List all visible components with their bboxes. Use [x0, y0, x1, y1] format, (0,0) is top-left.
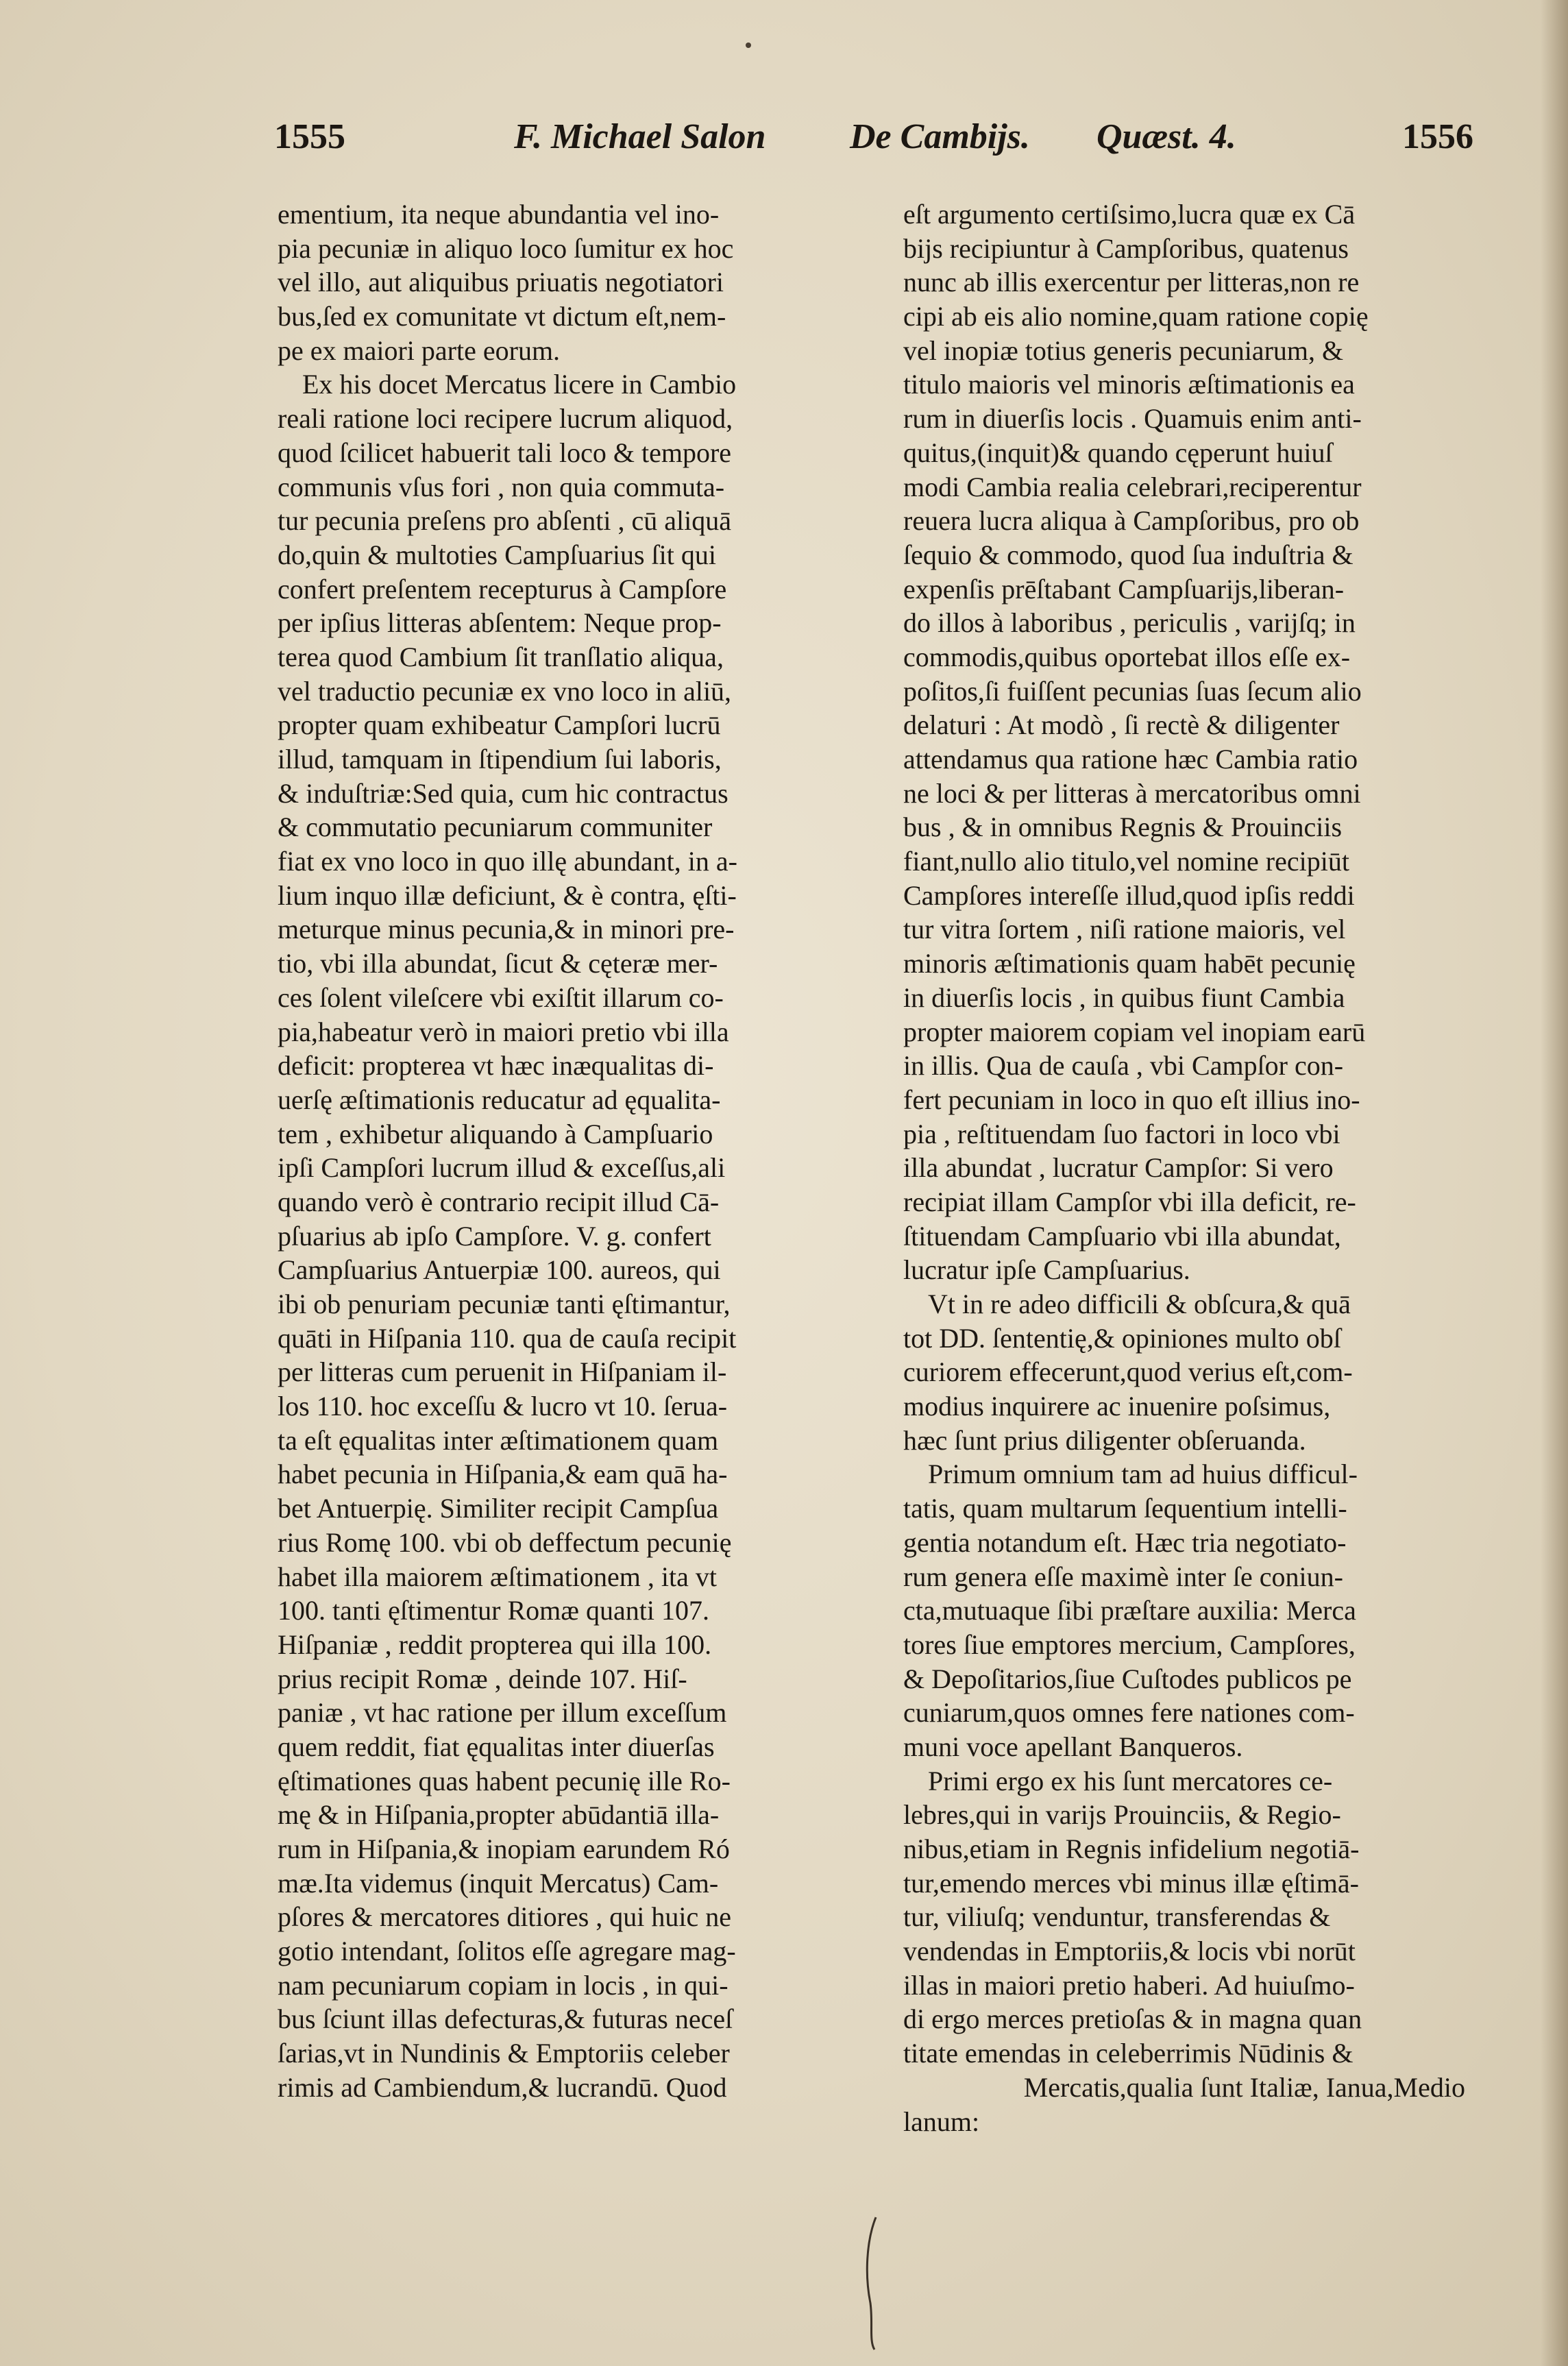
text-line: ces ſolent vileſcere vbi exiſtit illarum co- — [278, 981, 724, 1013]
text-line: ſtituendam Campſuario vbi illa abundat, — [903, 1220, 1341, 1252]
text-line: tores ſiue emptores mercium, Campſores, — [903, 1629, 1356, 1660]
text-line: modius inquirere ac inuenire poſsimus, — [903, 1391, 1331, 1422]
text-line: & induſtriæ:Sed quia, cum hic contractus — [278, 777, 728, 809]
text-line: Hiſpaniæ , reddit propterea qui illa 100. — [278, 1629, 712, 1660]
text-line: uerſę æſtimationis reducatur ad ęqualita- — [278, 1084, 721, 1115]
text-line: in illis. Qua de cauſa , vbi Campſor con- — [903, 1050, 1344, 1082]
text-line: quem reddit, fiat ęqualitas inter diuerſas — [278, 1731, 715, 1762]
text-line: delaturi : At modò , ſi rectè & diligenter — [903, 709, 1340, 741]
text-line: communis vſus fori , non quia commuta- — [278, 471, 725, 502]
text-line: eſt argumento certiſsimo,lucra quæ ex Cā — [903, 199, 1356, 230]
text-line: bet Antuerpię. Similiter recipit Campſua — [278, 1493, 719, 1524]
text-line: pſuarius ab ipſo Campſore. V. g. confert — [278, 1220, 711, 1252]
text-line: habet pecunia in Hiſpania,& eam quā ha- — [278, 1459, 728, 1490]
text-line: recipiat illam Campſor vbi illa deficit, re- — [903, 1186, 1356, 1217]
text-line: titulo maioris vel minoris æſtimationis ea — [903, 369, 1355, 400]
text-line: bus,ſed ex comunitate vt dictum eſt,nem- — [278, 301, 726, 332]
text-line: hæc ſunt prius diligenter obſeruanda. — [903, 1424, 1306, 1456]
text-line: Ex his docet Mercatus licere in Cambio — [302, 369, 737, 400]
text-line: do illos à laboribus , periculis , varijſq; in — [903, 607, 1356, 639]
text-line: ementium, ita neque abundantia vel ino- — [278, 199, 720, 230]
text-line: vel inopiæ totius generis pecuniarum, & — [903, 334, 1344, 366]
text-line: rius Romę 100. vbi ob deffectum pecunię — [278, 1526, 732, 1558]
text-line: tur vitra ſortem , niſi ratione maioris, vel — [903, 914, 1346, 945]
text-line: gentia notandum eſt. Hæc tria negotiato- — [903, 1526, 1347, 1558]
text-line: pſores & mercatores ditiores , qui huic ne — [278, 1901, 732, 1933]
text-line: pia,habeatur verò in maiori pretio vbi illa — [278, 1016, 729, 1047]
page-number-left: 1555 — [274, 117, 345, 156]
header-quaestio: Quæst. 4. — [1097, 117, 1236, 156]
text-line: attendamus qua ratione hæc Cambia ratio — [903, 744, 1358, 775]
text-line: vel traductio pecuniæ ex vno loco in aliū, — [278, 675, 732, 707]
text-line: bijs recipiuntur à Campſoribus, quatenus — [903, 232, 1349, 264]
text-line: pe ex maiori parte eorum. — [278, 334, 561, 366]
text-line: ſarias,vt in Nundinis & Emptoriis celeber — [278, 2038, 730, 2069]
text-line: illa abundat , lucratur Campſor: Si vero — [903, 1152, 1334, 1184]
text-line: fert pecuniam in loco in quo eſt illius ino- — [903, 1084, 1360, 1115]
text-line: tem , exhibetur aliquando à Campſuario — [278, 1118, 713, 1149]
text-line: lucratur ipſe Campſuarius. — [903, 1254, 1190, 1286]
text-line: Campſuarius Antuerpiæ 100. aureos, qui — [278, 1254, 721, 1286]
text-line: bus , & in omnibus Regnis & Prouinciis — [903, 812, 1343, 843]
text-line: rum in diuerſis locis . Quamuis enim anti- — [903, 403, 1362, 435]
text-line: lanum: — [903, 2106, 980, 2137]
text-line: per litteras cum peruenit in Hiſpaniam il- — [278, 1356, 727, 1388]
text-line: cuniarum,quos omnes fere nationes com- — [903, 1697, 1355, 1729]
text-line: tur pecunia preſens pro abſenti , cū aliquā — [278, 505, 731, 537]
text-line: & commutatio pecuniarum communiter — [278, 812, 713, 843]
text-line: Primum omnium tam ad huius difficul- — [928, 1459, 1358, 1490]
text-line: Primi ergo ex his ſunt mercatores ce- — [928, 1765, 1333, 1796]
text-line: & Depoſitarios,ſiue Cuſtodes publicos pe — [903, 1663, 1352, 1694]
text-line: ęſtimationes quas habent pecunię ille Ro- — [278, 1765, 731, 1796]
text-line: nunc ab illis exercentur per litteras,non re — [903, 267, 1360, 298]
text-line: nibus,etiam in Regnis infidelium negotiā- — [903, 1833, 1360, 1864]
text-line: ne loci & per litteras à mercatoribus omni — [903, 777, 1361, 809]
text-line: gotio intendant, ſolitos eſſe agregare mag- — [278, 1936, 736, 1967]
text-line: curiorem effecerunt,quod verius eſt,com- — [903, 1356, 1353, 1388]
text-line: quitus,(inquit)& quando cęperunt huiuſ — [903, 437, 1333, 468]
text-line: rum in Hiſpania,& inopiam earundem Ró — [278, 1833, 730, 1864]
text-line: titate emendas in celeberrimis Nūdinis & — [903, 2038, 1353, 2069]
text-line: terea quod Cambium ſit tranſlatio aliqua, — [278, 641, 724, 672]
text-line: fiat ex vno loco in quo illę abundant, in a- — [278, 846, 737, 877]
text-line: illas in maiori pretio haberi. Ad huiuſmo- — [903, 1969, 1355, 2001]
ink-speck — [746, 42, 751, 48]
text-line: vel illo, aut aliquibus priuatis negotiatori — [278, 267, 724, 298]
text-line: poſitos,ſi fuiſſent pecunias ſuas ſecum alio — [903, 675, 1362, 707]
text-line: per ipſius litteras abſentem: Neque prop- — [278, 607, 722, 639]
text-line: Vt in re adeo difficili & obſcura,& quā — [928, 1289, 1351, 1319]
text-line: tot DD. ſententię,& opiniones multo obſ — [903, 1322, 1341, 1354]
text-line: mæ.Ita videmus (inquit Mercatus) Cam- — [278, 1867, 719, 1899]
text-line: mę & in Hiſpania,propter abūdantiā illa- — [278, 1799, 720, 1831]
text-line: Campſores intereſſe illud,quod ipſis reddi — [903, 879, 1355, 911]
text-line: paniæ , vt hac ratione per illum exceſſum — [278, 1697, 727, 1729]
text-line: cta,mutuaque ſibi præſtare auxilia: Merca — [903, 1595, 1356, 1626]
left-text-column — [278, 197, 840, 2105]
text-line: nam pecuniarum copiam in locis , in qui- — [278, 1969, 728, 2001]
right-text-column — [903, 197, 1465, 2138]
header-title: De Cambijs. — [850, 117, 1030, 156]
text-line: propter quam exhibeatur Campſori lucrū — [278, 709, 721, 741]
text-line: pia pecuniæ in aliquo loco ſumitur ex hoc — [278, 232, 734, 264]
text-line: Mercatis,qualia ſunt Italiæ, Ianua,Medio — [1023, 2071, 1465, 2103]
text-line: propter maiorem copiam vel inopiam earū — [903, 1016, 1366, 1047]
header-author: F. Michael Salon — [514, 117, 766, 156]
text-line: reali ratione loci recipere lucrum aliquod, — [278, 403, 733, 435]
text-line: tio, vbi illa abundat, ſicut & cęteræ mer- — [278, 948, 718, 979]
text-line: illud, tamquam in ſtipendium ſui laboris, — [278, 744, 722, 775]
text-line: ſequio & commodo, quod ſua induſtria & — [903, 539, 1353, 570]
text-line: modi Cambia realia celebrari,reciperentur — [903, 471, 1362, 502]
text-line: quando verò è contrario recipit illud Cā- — [278, 1186, 720, 1217]
text-line: lebres,qui in varijs Prouinciis, & Regio- — [903, 1799, 1341, 1831]
text-line: ibi ob penuriam pecuniæ tanti ęſtimantur, — [278, 1289, 731, 1319]
text-line: di ergo merces pretioſas & in magna quan — [903, 2003, 1362, 2035]
text-line: quāti in Hiſpania 110. qua de cauſa recipit — [278, 1322, 737, 1354]
running-header — [274, 117, 1473, 178]
text-line: minoris æſtimationis quam habēt pecunię — [903, 948, 1356, 979]
text-line: do,quin & multoties Campſuarius ſit qui — [278, 539, 716, 570]
text-line: ta eſt ęqualitas inter æſtimationem quam — [278, 1424, 719, 1456]
text-line: commodis,quibus oportebat illos eſſe ex- — [903, 641, 1351, 672]
text-line: deficit: propterea vt hæc inæqualitas di- — [278, 1050, 714, 1082]
text-line: rum genera eſſe maximè inter ſe coniun- — [903, 1561, 1343, 1592]
text-line: tur, viliuſq; venduntur, transferendas & — [903, 1901, 1331, 1933]
text-line: bus ſciunt illas defecturas,& futuras neceſ — [278, 2003, 733, 2035]
text-line: tur,emendo merces vbi minus illæ ęſtimā- — [903, 1867, 1359, 1899]
margin-mark — [861, 2214, 881, 2351]
text-line: fiant,nullo alio titulo,vel nomine recipiūt — [903, 846, 1349, 877]
text-line: lium inquo illæ deficiunt, & è contra, ęſti- — [278, 879, 737, 911]
text-line: cipi ab eis alio nomine,quam ratione copię — [903, 301, 1369, 332]
text-line: ipſi Campſori lucrum illud & exceſſus,ali — [278, 1152, 726, 1184]
text-line: quod ſcilicet habuerit tali loco & tempore — [278, 437, 732, 468]
text-line: meturque minus pecunia,& in minori pre- — [278, 914, 735, 945]
text-line: pia , reſtituendam ſuo factori in loco vbi — [903, 1118, 1340, 1149]
page-number-right: 1556 — [1402, 117, 1473, 156]
text-line: rimis ad Cambiendum,& lucrandū. Quod — [278, 2071, 727, 2103]
text-line: muni voce apellant Banqueros. — [903, 1731, 1243, 1762]
text-line: reuera lucra aliqua à Campſoribus, pro ob — [903, 505, 1360, 537]
text-line: habet illa maiorem æſtimationem , ita vt — [278, 1561, 717, 1592]
text-line: confert preſentem recepturus à Campſore — [278, 573, 727, 605]
page-edge-shadow — [1541, 0, 1568, 2366]
text-line: vendendas in Emptoriis,& locis vbi norūt — [903, 1936, 1356, 1967]
text-line: prius recipit Romæ , deinde 107. Hiſ- — [278, 1663, 687, 1694]
text-line: in diuerſis locis , in quibus fiunt Cambia — [903, 981, 1345, 1013]
text-line: tatis, quam multarum ſequentium intelli- — [903, 1493, 1347, 1524]
text-line: los 110. hoc exceſſu & lucro vt 10. ſerua- — [278, 1391, 728, 1422]
text-line: expenſis prēſtabant Campſuarijs,liberan- — [903, 573, 1345, 605]
text-line: 100. tanti ęſtimentur Romæ quanti 107. — [278, 1595, 709, 1626]
